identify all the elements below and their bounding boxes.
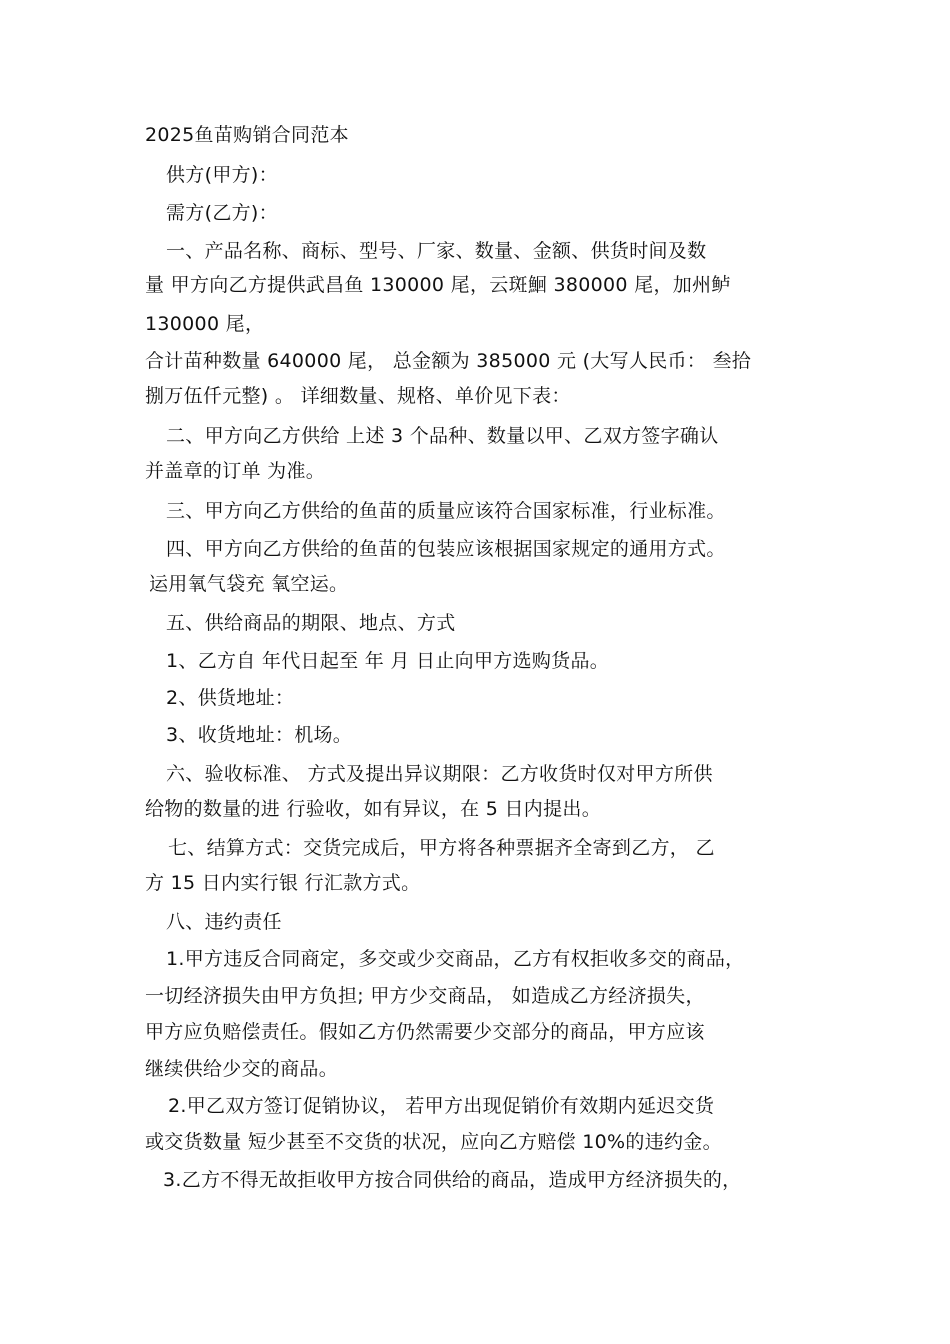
- paragraph-line: 130000 尾，: [145, 313, 265, 335]
- paragraph-line: 甲方应负赔偿责任。假如乙方仍然需要少交部分的商品，甲方应该: [145, 1021, 705, 1043]
- paragraph-line: 或交货数量 短少甚至不交货的状况，应向乙方赔偿 10%的违约金。: [145, 1131, 722, 1153]
- paragraph-line: 二、甲方向乙方供给 上述 3 个品种、数量以甲、乙双方签字确认: [166, 425, 719, 447]
- paragraph-line: 四、甲方向乙方供给的鱼苗的包装应该根据国家规定的通用方式。: [166, 538, 726, 560]
- document-title: 2025鱼苗购销合同范本: [145, 124, 349, 146]
- paragraph-line: 1.甲方违反合同商定，多交或少交商品，乙方有权拒收多交的商品，: [166, 948, 745, 970]
- paragraph-line: 2、供货地址：: [166, 687, 295, 709]
- paragraph-line: 八、违约责任: [166, 911, 282, 933]
- paragraph-line: 五、供给商品的期限、地点、方式: [166, 612, 456, 634]
- paragraph-line: 三、甲方向乙方供给的鱼苗的质量应该符合国家标准，行业标准。: [166, 500, 726, 522]
- paragraph-line: 六、验收标准、 方式及提出异议期限：乙方收货时仅对甲方所供: [166, 763, 713, 785]
- paragraph-line: 继续供给少交的商品。: [145, 1058, 339, 1080]
- paragraph-line: 2.甲乙双方签订促销协议， 若甲方出现促销价有效期内延迟交货: [168, 1095, 715, 1117]
- paragraph-line: 并盖章的订单 为准。: [145, 460, 326, 482]
- paragraph-line: 3、收货地址：机场。: [166, 724, 353, 746]
- paragraph-line: 1、乙方自 年代日起至 年 月 日止向甲方选购货品。: [166, 650, 610, 672]
- paragraph-line: 给物的数量的进 行验收，如有异议，在 5 日内提出。: [145, 798, 602, 820]
- paragraph-line: 需方(乙方)：: [166, 202, 278, 224]
- paragraph-line: 七、结算方式：交货完成后，甲方将各种票据齐全寄到乙方， 乙: [168, 837, 715, 859]
- paragraph-line: 量 甲方向乙方提供武昌鱼 130000 尾，云斑鮰 380000 尾，加州鲈: [145, 274, 731, 296]
- paragraph-line: 一、产品名称、商标、型号、厂家、数量、金额、供货时间及数: [166, 240, 707, 262]
- paragraph-line: 供方(甲方)：: [166, 164, 278, 186]
- paragraph-line: 一切经济损失由甲方负担; 甲方少交商品， 如造成乙方经济损失，: [145, 985, 705, 1007]
- paragraph-line: 方 15 日内实行银 行汇款方式。: [145, 872, 421, 894]
- paragraph-line: 运用氧气袋充 氧空运。: [149, 573, 349, 595]
- paragraph-line: 捌万伍仟元整) 。 详细数量、规格、单价见下表：: [145, 385, 571, 407]
- paragraph-line: 3.乙方不得无故拒收甲方按合同供给的商品，造成甲方经济损失的，: [163, 1169, 742, 1191]
- paragraph-line: 合计苗种数量 640000 尾， 总金额为 385000 元 (大写人民币： 叁拾: [145, 350, 752, 372]
